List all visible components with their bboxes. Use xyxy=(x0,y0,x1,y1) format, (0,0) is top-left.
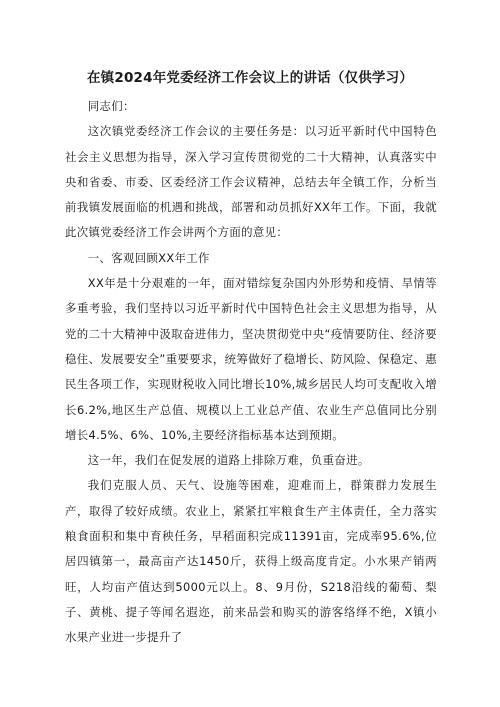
paragraph-summary: 这一年，我们在促发展的道路上排除万难，负重奋进。 xyxy=(87,453,370,468)
section-heading: 一、客观回顾XX年工作 xyxy=(87,250,210,265)
document-title: 在镇2024年党委经济工作会议上的讲话（仅供学习） xyxy=(86,70,414,86)
paragraph-intro: 这次镇党委经济工作会议的主要任务是：以习近平新时代中国特色社会主义思想为指导，深入学习宣传贯彻党的二十大精神，认真落实中央和省委、市委、区委经济工作会议精神，总结去年全镇工作，分析当前我镇发展面临的机遇和挑战，部署和动员抓好XX年工作。下面，我就此次镇党委经济工作会讲两个方面的意见： xyxy=(65,124,437,240)
greeting: 同志们： xyxy=(87,99,135,113)
paragraph-agriculture: 我们克服人员、天气、设施等困难，迎难而上，群策群力发展生产，取得了较好成绩。农业上，紧紧扛牢粮食生产主体责任，全力落实粮食面积和集中育秧任务，早稻面积完成11391亩，完成率95.6%,位居四镇第一，最高亩产达1450斤，获得上级高度肯定。小水果产销两旺，人均亩产值达到5000元以上。8、9月份，S218沿线的葡萄、梨子、黄桃、提子等闻名遐迩，前来品尝和购买的游客络绎不绝，X镇小水果产业进一步提升了 xyxy=(65,478,437,645)
document-body xyxy=(65,94,437,651)
paragraph-review: XX年是十分艰难的一年，面对错综复杂国内外形势和疫情、旱情等多重考验，我们坚持以习近平新时代中国特色社会主义思想为指导，从党的二十大精神中汲取奋进伟力，坚决贯彻党中央“疫情要防住、经济要稳住、发展要安全”重要要求，统筹做好了稳增长、防风险、保稳定、惠民生各项工作，实现财税收入同比增长10%,城乡居民人均可支配收入增长6.2%,地区生产总值、规模以上工业总产值、农业生产总值同比分别增长4.5%、6%、10%,主要经济指标基本达到预期。 xyxy=(65,276,437,442)
